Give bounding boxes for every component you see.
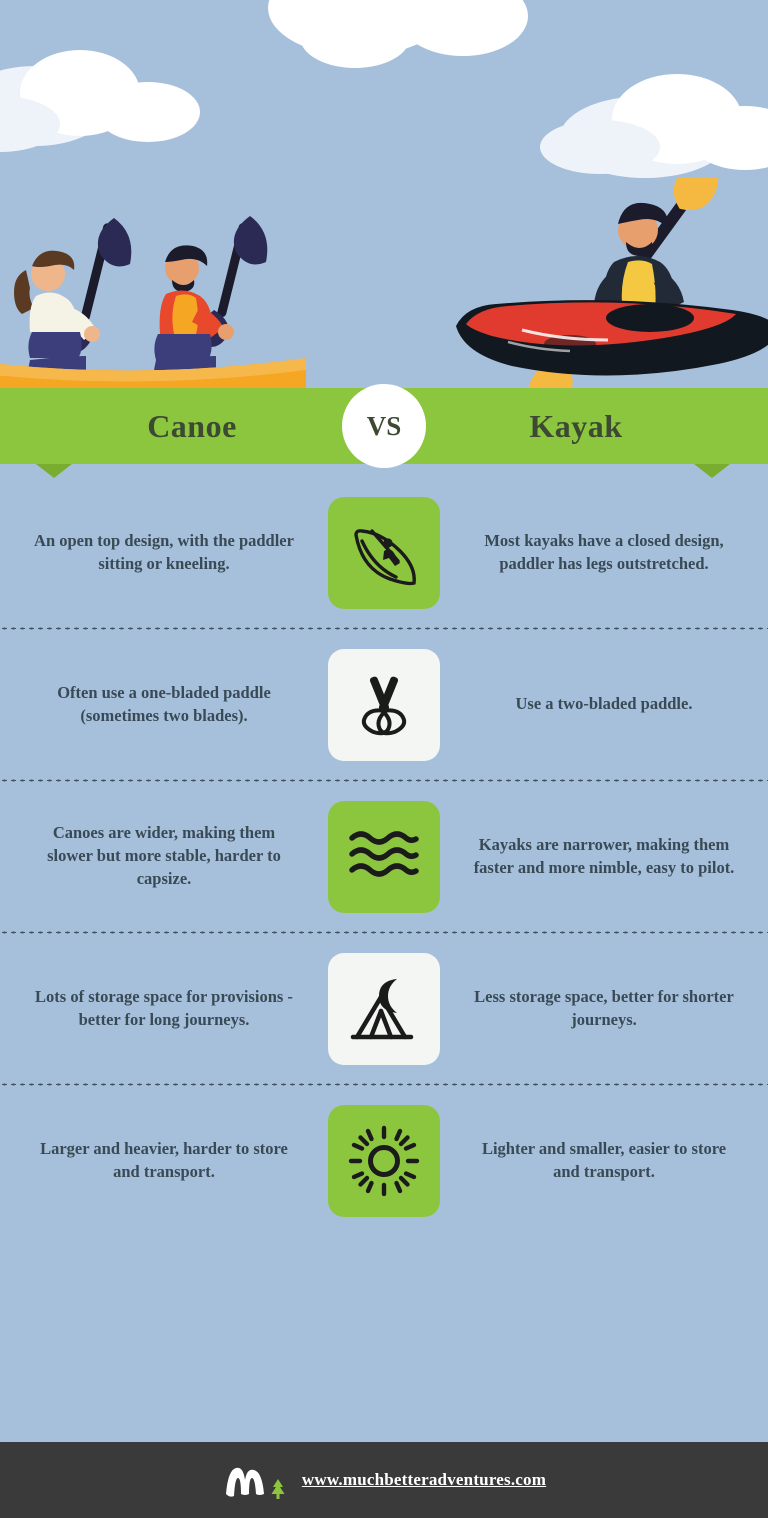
tent-moon-icon [328, 953, 440, 1065]
row-text-right: Kayaks are narrower, making them faster and more nimble, easy to pilot. [473, 834, 735, 877]
canoe-title-block [0, 388, 384, 464]
cloud-icon [300, 6, 410, 68]
sun-icon [328, 1105, 440, 1217]
banner-notch-right [694, 464, 730, 478]
crossed-paddles-icon [328, 649, 440, 761]
row-text-right: Less storage space, better for shorter journeys. [474, 986, 734, 1029]
page-title-kayak: Kayak [529, 407, 623, 444]
row-text-right: Most kayaks have a closed design, paddler has legs outstretched. [484, 530, 724, 573]
footer-bar [0, 1442, 768, 1518]
row-text-left: Often use a one-bladed paddle (sometimes two blades). [57, 682, 271, 725]
brand-logo [222, 1460, 286, 1500]
versus-badge [342, 384, 426, 468]
cloud-icon [540, 120, 660, 174]
comparison-row [0, 478, 768, 627]
waves-icon [328, 801, 440, 913]
row-text-left: An open top design, with the paddler sitting or kneeling. [34, 530, 294, 573]
comparison-row [0, 782, 768, 931]
cloud-icon [398, 0, 528, 56]
kayaker-icon [328, 497, 440, 609]
comparison-row [0, 934, 768, 1083]
banner-notch-left [36, 464, 72, 478]
row-text-left: Canoes are wider, making them slower but more stable, harder to capsize. [47, 823, 281, 888]
row-text-left: Lots of storage space for provisions - better for long journeys. [35, 986, 293, 1029]
kayak-illustration [452, 178, 768, 403]
cloud-icon [96, 82, 200, 142]
website-link[interactable]: www.muchbetteradventures.com [301, 1470, 547, 1489]
comparison-row [0, 630, 768, 779]
row-text-right: Use a two-bladed paddle. [515, 694, 693, 714]
kayak-title-block [384, 388, 768, 464]
versus-label: VS [366, 410, 402, 441]
canoe-illustration [0, 200, 326, 405]
page-title-canoe: Canoe [147, 407, 237, 444]
comparison-rows [0, 478, 768, 1235]
row-text-right: Lighter and smaller, easier to store and transport. [481, 1138, 727, 1181]
row-text-left: Larger and heavier, harder to store and transport. [40, 1138, 288, 1181]
comparison-row [0, 1086, 768, 1235]
